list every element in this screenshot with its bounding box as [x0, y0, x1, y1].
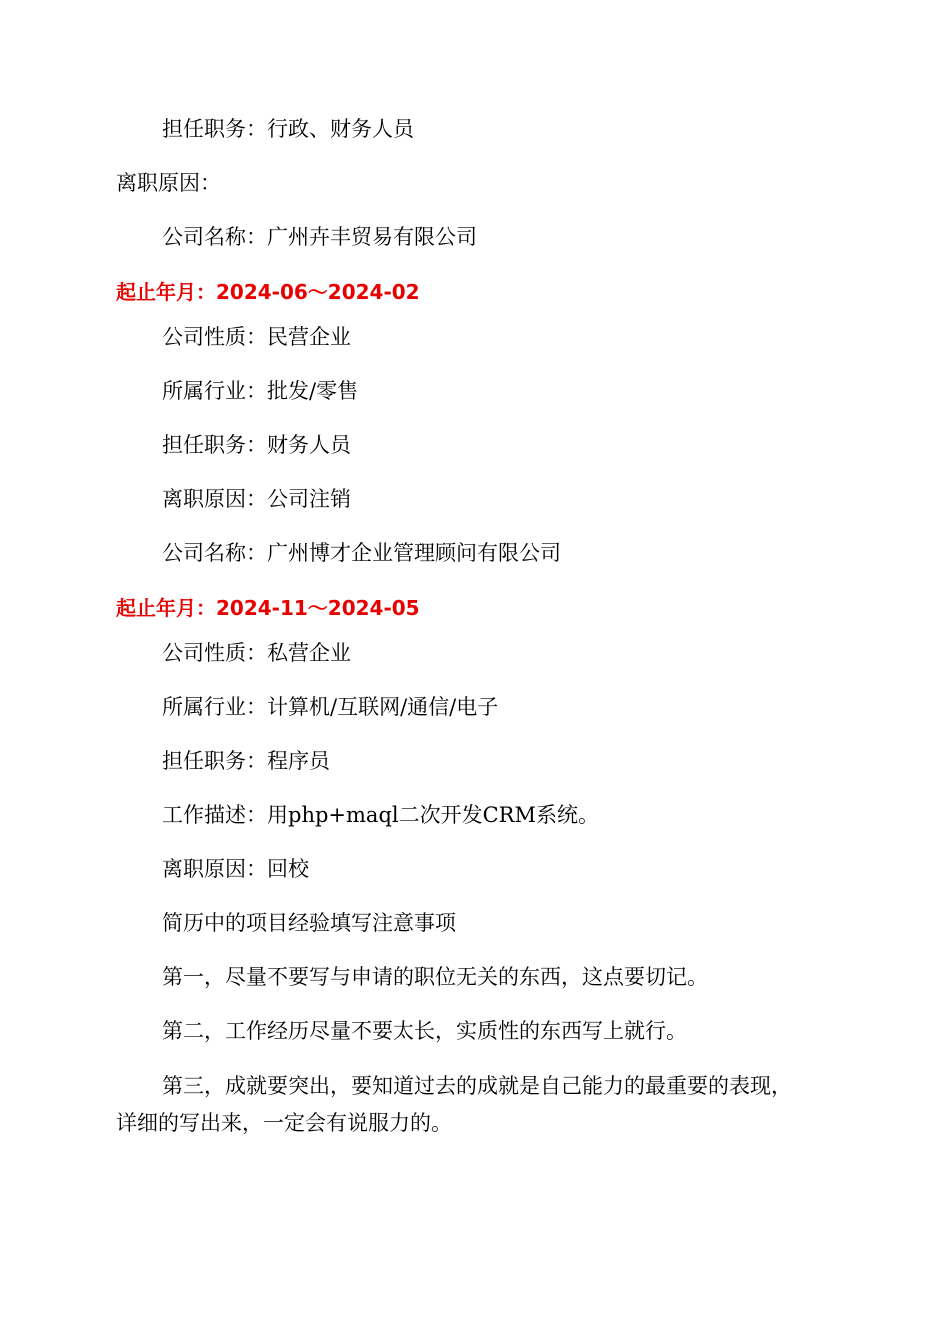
- leave-reason-line-1: 离职原因：: [116, 171, 221, 195]
- tip-3-line-1: 第三，成就要突出，要知道过去的成就是自己能力的最重要的表现，: [162, 1074, 792, 1098]
- industry-line-1: 所属行业：批发/零售: [162, 379, 359, 403]
- job-title-line-1: 担任职务：行政、财务人员: [162, 117, 414, 141]
- tip-2: 第二，工作经历尽量不要太长，实质性的东西写上就行。: [162, 1019, 687, 1043]
- industry-line-2: 所属行业：计算机/互联网/通信/电子: [162, 695, 499, 719]
- leave-reason-line-3: 离职原因：回校: [162, 857, 309, 881]
- tip-1: 第一，尽量不要写与申请的职位无关的东西，这点要切记。: [162, 965, 708, 989]
- period-heading-2: 起止年月：2024-11～2024-05: [116, 596, 420, 620]
- company-type-line-2: 公司性质：私营企业: [162, 641, 351, 665]
- job-title-line-3: 担任职务：程序员: [162, 749, 330, 773]
- job-description-line: 工作描述：用php+maql二次开发CRM系统。: [162, 803, 599, 827]
- company-type-line-1: 公司性质：民营企业: [162, 325, 351, 349]
- company-name-line-2: 公司名称：广州博才企业管理顾问有限公司: [162, 541, 561, 565]
- leave-reason-line-2: 离职原因：公司注销: [162, 487, 351, 511]
- company-name-line-1: 公司名称：广州卉丰贸易有限公司: [162, 225, 477, 249]
- tip-3-line-2: 详细的写出来，一定会有说服力的。: [116, 1111, 452, 1135]
- job-title-line-2: 担任职务：财务人员: [162, 433, 351, 457]
- section-title: 简历中的项目经验填写注意事项: [162, 911, 456, 935]
- period-heading-1: 起止年月：2024-06～2024-02: [116, 280, 420, 304]
